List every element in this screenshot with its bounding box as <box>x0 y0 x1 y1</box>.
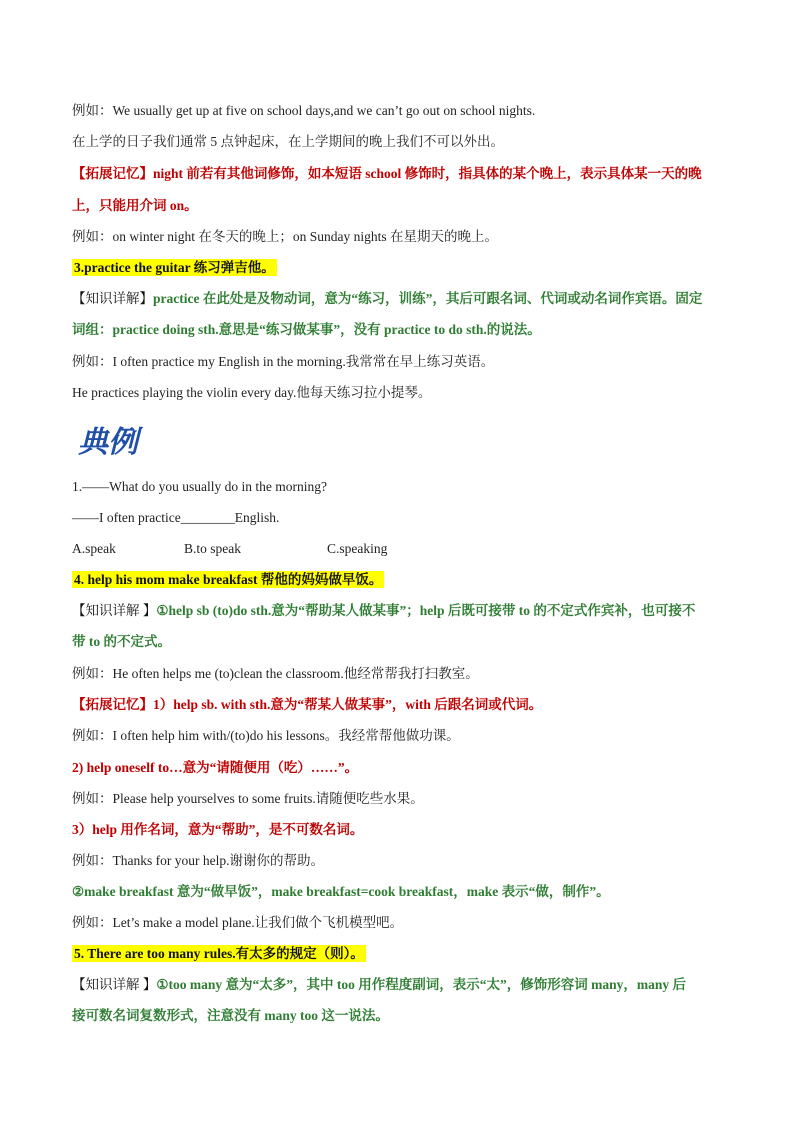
example-line: 例如：He often helps me (to)clean the classroom.他经常帮我打扫教室。 <box>72 666 479 681</box>
memory-tag: 【拓展记忆】 <box>72 166 153 181</box>
knowledge-text: ①too many 意为“太多”，其中 too 用作程度副词，表示“太”，修饰形容词 many，many 后 <box>156 977 686 992</box>
example-line: 例如：I often practice my English in the morning.我常常在早上练习英语。 <box>72 354 495 369</box>
example-logo-icon <box>76 420 156 460</box>
knowledge-note-cont: 词组：practice doing sth.意思是“练习做某事”，没有 practice to do sth.的说法。 <box>72 322 541 337</box>
memory-note-cont: 上，只能用介词 on。 <box>72 198 198 213</box>
example-line: He practices playing the violin every day.他每天练习拉小提琴。 <box>72 385 432 400</box>
knowledge-text: practice 在此处是及物动词，意为“练习，训练”，其后可跟名词、代词或动名词作宾语。固定 <box>153 291 703 306</box>
knowledge-note-cont: 接可数名词复数形式，注意没有 many too 这一说法。 <box>72 1008 389 1023</box>
example-line: 例如：Thanks for your help.谢谢你的帮助。 <box>72 853 324 868</box>
section-heading-5 <box>72 944 734 964</box>
memory-note <box>72 695 734 715</box>
memory-text: 1）help sb. with sth.意为“帮某人做某事”，with 后跟名词或代词。 <box>153 697 543 712</box>
memory-note <box>72 164 734 184</box>
section-heading-3 <box>72 258 734 278</box>
knowledge-tag: 【知识详解 】 <box>72 603 157 618</box>
heading-highlight: 4. help his mom make breakfast 帮他的妈妈做早饭。 <box>74 572 383 587</box>
knowledge-point-2: ②make breakfast 意为“做早饭”，make breakfast=cook breakfast，make 表示“做，制作”。 <box>72 884 610 899</box>
knowledge-note <box>72 975 734 995</box>
knowledge-text: ①help sb (to)do sth.意为“帮助某人做某事”；help 后既可接带 to 的不定式作宾补，也可接不 <box>156 603 696 618</box>
example-line: 例如：Please help yourselves to some fruits.请随便吃些水果。 <box>72 791 424 806</box>
choice-c: C.speaking <box>327 541 388 556</box>
memory-point-2: 2) help oneself to…意为“请随便用（吃）……”。 <box>72 760 359 775</box>
knowledge-tag: 【知识详解】 <box>72 291 153 306</box>
example-line: 例如：Let’s make a model plane.让我们做个飞机模型吧。 <box>72 915 404 930</box>
logo-text: 典例 <box>78 425 138 460</box>
question-answer-line: ——I often practice________English. <box>72 510 280 525</box>
memory-point-3: 3）help 用作名词，意为“帮助”，是不可数名词。 <box>72 822 364 837</box>
heading-highlight: 5. There are too many rules.有太多的规定（则）。 <box>74 946 364 961</box>
example-line: 例如：We usually get up at five on school days,and we can’t go out on school nights. <box>72 103 536 118</box>
knowledge-note <box>72 289 734 309</box>
example-line: 例如：I often help him with/(to)do his lessons。我经常帮他做功课。 <box>72 728 460 743</box>
knowledge-note-cont: 带 to 的不定式。 <box>72 634 171 649</box>
choice-b: B.to speak <box>184 541 241 556</box>
memory-tag: 【拓展记忆】 <box>72 697 153 712</box>
section-heading-4 <box>72 570 734 590</box>
question-line: 1.——What do you usually do in the morning? <box>72 479 327 494</box>
choice-a: A.speak <box>72 541 116 556</box>
example-line: 例如：on winter night 在冬天的晚上；on Sunday nights 在星期天的晚上。 <box>72 229 498 244</box>
heading-highlight: 3.practice the guitar 练习弹吉他。 <box>74 260 275 275</box>
knowledge-note <box>72 601 734 621</box>
knowledge-tag: 【知识详解 】 <box>72 977 157 992</box>
memory-text: night 前若有其他词修饰，如本短语 school 修饰时，指具体的某个晚上，表示具体某一天的晚 <box>153 166 702 181</box>
translation-line: 在上学的日子我们通常 5 点钟起床，在上学期间的晚上我们不可以外出。 <box>72 134 504 149</box>
